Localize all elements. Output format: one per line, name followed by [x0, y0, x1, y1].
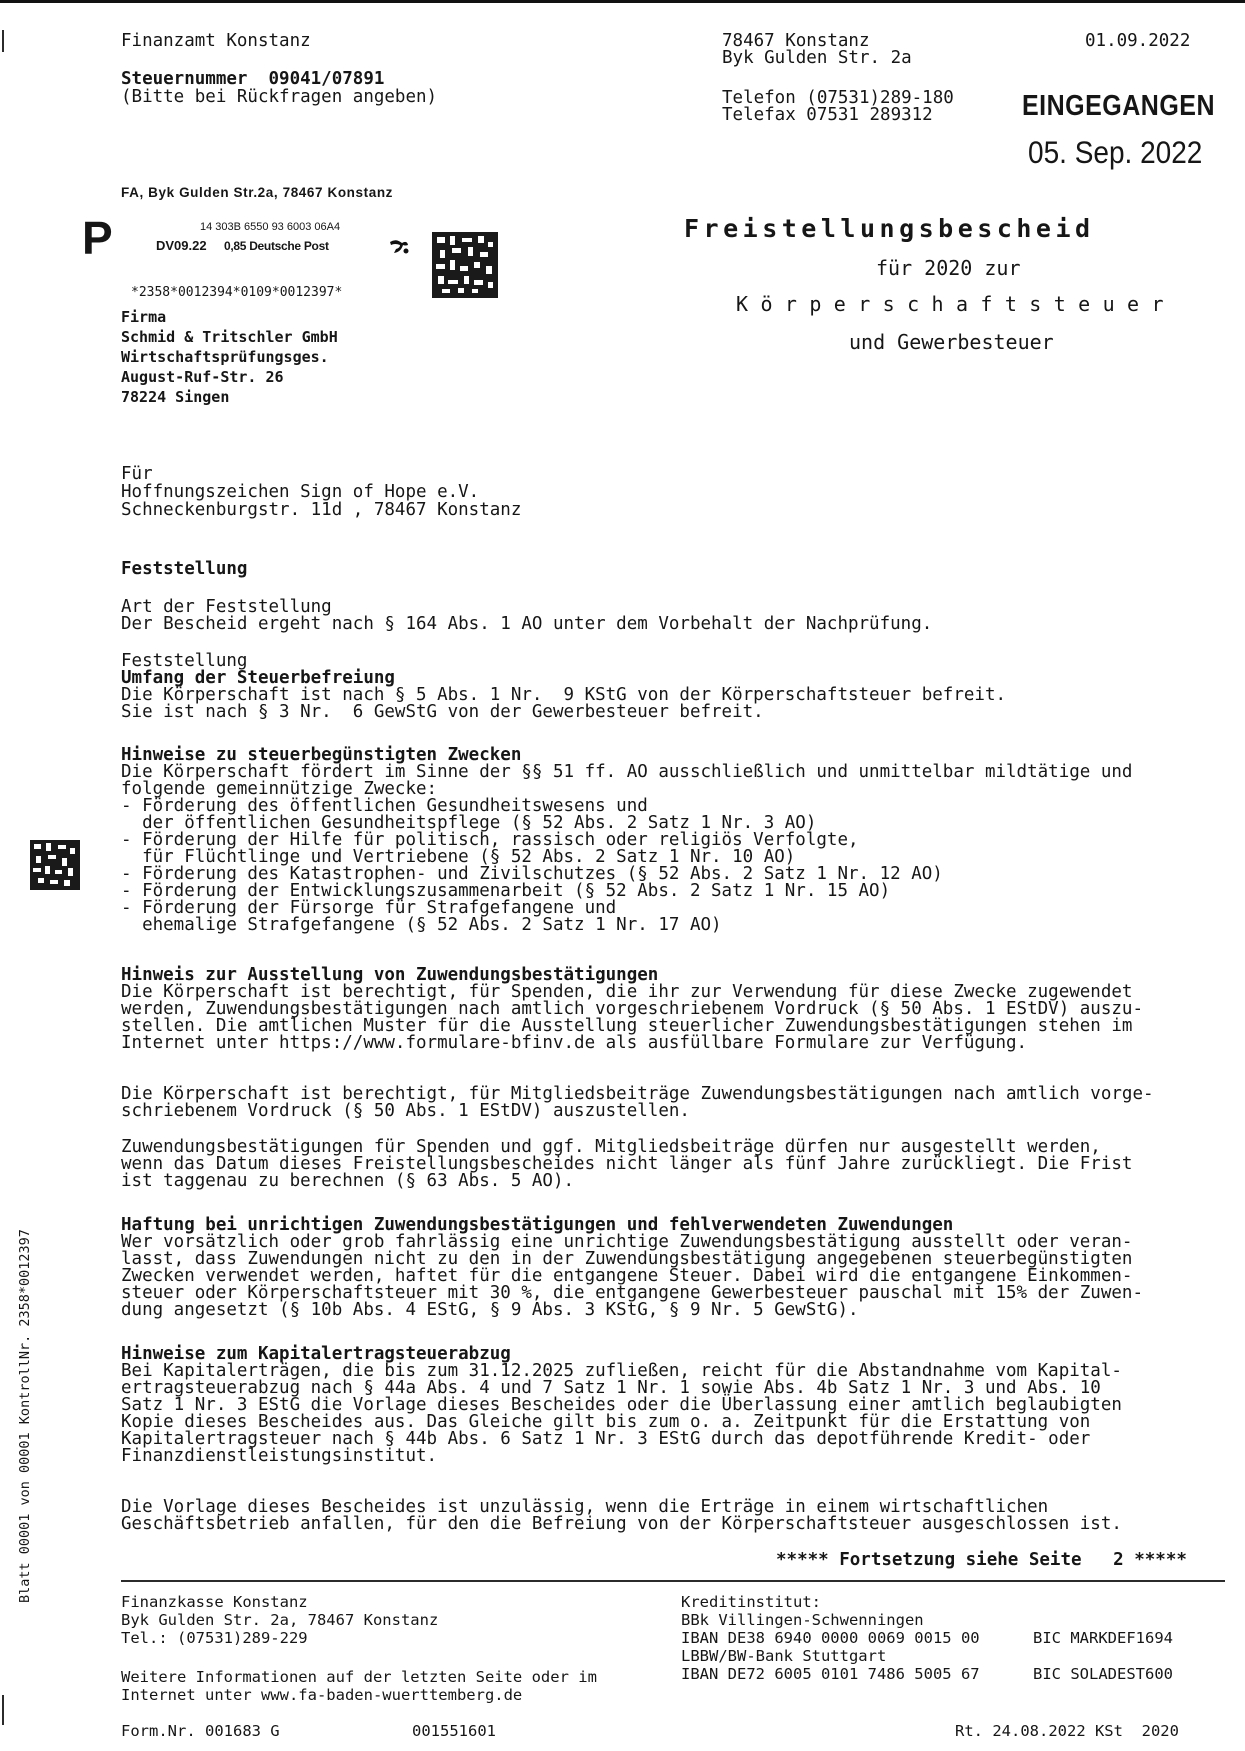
office-address-line2: Byk Gulden Str. 2a [722, 48, 912, 68]
zuwendung-p3-line: ist taggenau zu berechnen (§ 63 Abs. 5 AO). [121, 1171, 575, 1191]
p-mark: P [82, 212, 113, 264]
umfang-line-2: Sie ist nach § 3 Nr. 6 GewStG von der Gewerbesteuer befreit. [121, 702, 764, 722]
footer-info-line: Weitere Informationen auf der letzten Seite oder im [121, 1668, 597, 1686]
datamatrix-code [432, 232, 498, 298]
title-line-2: für 2020 zur [876, 256, 1021, 280]
title-line-4: und Gewerbesteuer [849, 330, 1054, 354]
zwecke-line: für Flüchtlinge und Vertriebene (§ 52 Abs. 2 Satz 1 Nr. 10 AO) [121, 847, 796, 867]
kapital-p2-line: Die Vorlage dieses Bescheides ist unzulässig, wenn die Erträge in einem wirtschaftlichen [121, 1497, 1049, 1517]
bank2-bic: BIC SOLADEST600 [1033, 1665, 1173, 1683]
franking-amount: 0,85 Deutsche Post [224, 239, 329, 253]
zwecke-line: - Förderung der Hilfe für politisch, rassisch oder religiös Verfolgte, [121, 830, 859, 850]
document-title: Freistellungsbescheid [684, 214, 1095, 243]
zuwendung-heading: Hinweis zur Ausstellung von Zuwendungsbestätigungen [121, 965, 659, 985]
form-number: Form.Nr. 001683 G [121, 1722, 280, 1740]
zwecke-heading: Hinweise zu steuerbegünstigten Zwecken [121, 745, 522, 765]
zuwendung-p1-line: werden, Zuwendungsbestätigungen nach amtlich vorgeschriebenem Vordruck (§ 50 Abs. 1 EStDV) auszu- [121, 999, 1143, 1019]
kapital-heading: Hinweise zum Kapitalertragsteuerabzug [121, 1344, 511, 1364]
scan-mark [2, 1695, 4, 1725]
phone: Telefon (07531)289-180 [722, 88, 954, 108]
zwecke-line: - Förderung des öffentlichen Gesundheitswesens und [121, 796, 648, 816]
haftung-line: dung angesetzt (§ 10b Abs. 4 EStG, § 9 Abs. 3 KStG, § 9 Nr. 5 GewStG). [121, 1300, 859, 1320]
recipient-line-2: Schmid & Tritschler GmbH [121, 328, 338, 346]
for-address: Schneckenburgstr. 11d , 78467 Konstanz [121, 500, 522, 520]
feststellung-label: Feststellung [121, 651, 248, 671]
footer-info-line: Internet unter www.fa-baden-wuerttemberg.de [121, 1686, 523, 1704]
kapital-p1-line: Kapitalertragsteuer nach § 44b Abs. 6 Satz 1 Nr. 3 EStG durch das depotführende Kredit- oder [121, 1429, 1091, 1449]
footer-left-line: Byk Gulden Str. 2a, 78467 Konstanz [121, 1611, 439, 1629]
bank1-name: BBk Villingen-Schwenningen [681, 1611, 924, 1629]
kapital-p1-line: Finanzdienstleistungsinstitut. [121, 1446, 438, 1466]
document-date: 01.09.2022 [1085, 31, 1191, 51]
haftung-line: Zwecken verwendet werden, haftet für die entgangene Steuer. Dabei wird die entgangene Einkommen- [121, 1266, 1133, 1286]
tax-number: Steuernummer 09041/07891 [121, 69, 385, 89]
barcode-text: *2358*0012394*0109*0012397* [131, 285, 343, 300]
side-datamatrix-code [30, 840, 80, 890]
zuwendung-p2-line: Die Körperschaft ist berechtigt, für Mitgliedsbeiträge Zuwendungsbestätigungen nach amtlich vorge- [121, 1084, 1154, 1104]
form-code: 001551601 [412, 1722, 496, 1740]
haftung-line: steuer oder Körperschaftsteuer mit 30 %, die entgangene Gewerbesteuer pauschal mit 15% der Zuwen- [121, 1283, 1143, 1303]
scan-mark [2, 30, 4, 52]
sender-line: FA, Byk Gulden Str.2a, 78467 Konstanz [121, 185, 394, 200]
for-name: Hoffnungszeichen Sign of Hope e.V. [121, 482, 480, 502]
office-address-line1: 78467 Konstanz [722, 31, 870, 51]
fax: Telefax 07531 289312 [722, 105, 933, 125]
kapital-p1-line: Bei Kapitalerträgen, die bis zum 31.12.2025 zufließen, reicht für die Abstandnahme vom Kapital- [121, 1361, 1122, 1381]
bank1-iban: IBAN DE38 6940 0000 0069 0015 00 [681, 1629, 980, 1647]
side-control-text: Blatt 00001 von 00001 KontrollNr. 2358*0012397 [17, 1229, 33, 1603]
for-label: Für [121, 464, 153, 484]
received-stamp: EINGEGANGEN [1022, 89, 1216, 123]
zwecke-line: ehemalige Strafgefangene (§ 52 Abs. 2 Satz 1 Nr. 17 AO) [121, 915, 722, 935]
haftung-line: lasst, dass Zuwendungen nicht zu den in der Zuwendungsbestätigung angegebenen steuerbegünstigten [121, 1249, 1133, 1269]
zuwendung-p3-line: wenn das Datum dieses Freistellungsbescheides nicht länger als fünf Jahre zurückliegt. Die Frist [121, 1154, 1133, 1174]
franking-dv: DV09.22 [156, 238, 207, 253]
zwecke-line: - Förderung des Katastrophen- und Zivilschutzes (§ 52 Abs. 2 Satz 1 Nr. 12 AO) [121, 864, 943, 884]
zuwendung-p2-line: schriebenem Vordruck (§ 50 Abs. 1 EStDV) auszustellen. [121, 1101, 690, 1121]
posthorn-icon [388, 236, 410, 256]
recipient-line-4: August-Ruf-Str. 26 [121, 368, 284, 386]
kapital-p1-line: ertragsteuerabzug nach § 44a Abs. 4 und 7 Satz 1 Nr. 1 sowie Abs. 4b Satz 1 Nr. 3 und Abs. 10 [121, 1378, 1101, 1398]
continuation-note: ***** Fortsetzung siehe Seite 2 ***** [776, 1550, 1187, 1570]
zuwendung-p1-line: Internet unter https://www.formulare-bfinv.de als ausfüllbare Formulare zur Verfügung. [121, 1033, 1028, 1053]
bank-label: Kreditinstitut: [681, 1593, 821, 1611]
tax-number-note: (Bitte bei Rückfragen angeben) [121, 87, 438, 107]
franking-code: 14 303B 6550 93 6003 06A4 [200, 221, 341, 233]
bank2-iban: IBAN DE72 6005 0101 7486 5005 67 [681, 1665, 980, 1683]
zwecke-line: Die Körperschaft fördert im Sinne der §§ 51 ff. AO ausschließlich und unmittelbar mildtätige und [121, 762, 1133, 782]
zwecke-line: folgende gemeinnützige Zwecke: [121, 779, 438, 799]
kapital-p1-line: Kopie dieses Bescheides aus. Das Gleiche gilt bis zum o. a. Zeitpunkt für die Erstattung von [121, 1412, 1091, 1432]
zuwendung-p1-line: Die Körperschaft ist berechtigt, für Spenden, die ihr zur Verwendung für diese Zwecke zugewendet [121, 982, 1133, 1002]
art-label: Art der Feststellung [121, 597, 332, 617]
bank2-name: LBBW/BW-Bank Stuttgart [681, 1647, 887, 1665]
zuwendung-p1-line: stellen. Die amtlichen Muster für die Ausstellung steuerlicher Zuwendungsbestätigungen stehen im [121, 1016, 1133, 1036]
footer-divider [121, 1580, 1225, 1582]
zuwendung-p3-line: Zuwendungsbestätigungen für Spenden und ggf. Mitgliedsbeiträge dürfen nur ausgestellt werden, [121, 1137, 1101, 1157]
recipient-line-3: Wirtschaftsprüfungsges. [121, 348, 329, 366]
umfang-heading: Umfang der Steuerbefreiung [121, 668, 395, 688]
kapital-p1-line: Satz 1 Nr. 3 EStG die Vorlage dieses Bescheides oder die Überlassung einer amtlich beglaubigten [121, 1395, 1122, 1415]
title-line-3: Körperschaftsteuer [736, 292, 1176, 316]
recipient-line-1: Firma [121, 308, 167, 326]
zwecke-line: - Förderung der Entwicklungszusammenarbeit (§ 52 Abs. 2 Satz 1 Nr. 15 AO) [121, 881, 891, 901]
recipient-line-5: 78224 Singen [121, 388, 230, 406]
feststellung-heading: Feststellung [121, 559, 248, 579]
rt-line: Rt. 24.08.2022 KSt 2020 [955, 1722, 1179, 1740]
zwecke-line: der öffentlichen Gesundheitspflege (§ 52 Abs. 2 Satz 1 Nr. 3 AO) [121, 813, 817, 833]
bank1-bic: BIC MARKDEF1694 [1033, 1629, 1173, 1647]
art-text: Der Bescheid ergeht nach § 164 Abs. 1 AO unter dem Vorbehalt der Nachprüfung. [121, 614, 933, 634]
footer-left-line: Tel.: (07531)289-229 [121, 1629, 308, 1647]
received-date: 05. Sep. 2022 [1028, 135, 1203, 170]
haftung-heading: Haftung bei unrichtigen Zuwendungsbestätigungen und fehlverwendeten Zuwendungen [121, 1215, 954, 1235]
haftung-line: Wer vorsätzlich oder grob fahrlässig eine unrichtige Zuwendungsbestätigung ausstellt oder veran- [121, 1232, 1133, 1252]
scan-edge [0, 0, 1245, 3]
office-name: Finanzamt Konstanz [121, 31, 311, 51]
kapital-p2-line: Geschäftsbetrieb anfallen, für den die Befreiung von der Körperschaftsteuer ausgeschlossen ist. [121, 1514, 1122, 1534]
umfang-line-1: Die Körperschaft ist nach § 5 Abs. 1 Nr. 9 KStG von der Körperschaftsteuer befreit. [121, 685, 1007, 705]
footer-left-line: Finanzkasse Konstanz [121, 1593, 308, 1611]
zwecke-line: - Förderung der Fürsorge für Strafgefangene und [121, 898, 617, 918]
